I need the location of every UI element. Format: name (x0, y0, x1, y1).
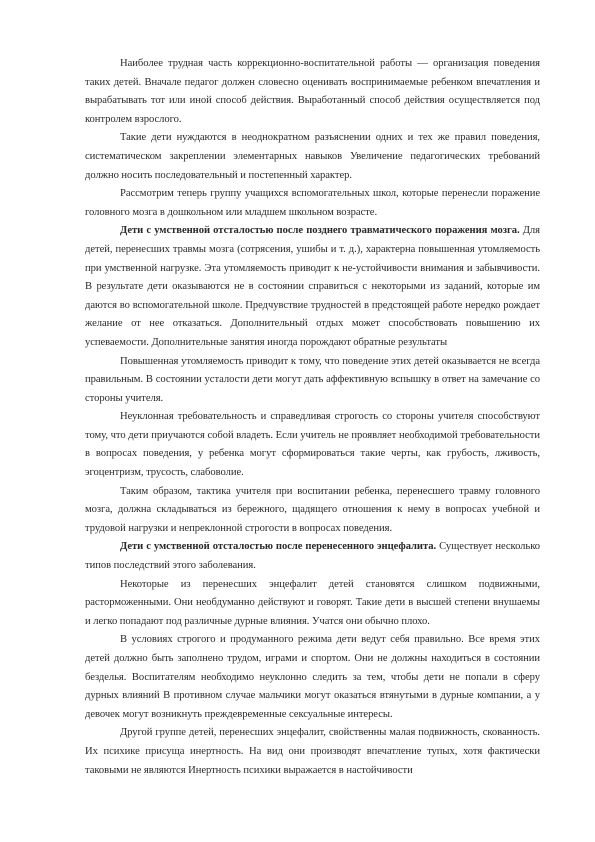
paragraph-3 (85, 185, 540, 222)
paragraph-text: Существует несколько типов последствий этого заболевания. (85, 541, 540, 572)
paragraph-11 (85, 724, 540, 780)
paragraph-2 (85, 129, 540, 185)
paragraph-text: В условиях строгого и продуманного режима дети ведут себя правильно. Все время этих детей должно быть заполнено трудом, играми и спортом. Они не должны находиться в состоянии безделья. Воспитателям необходимо неуклонно следить за тем, чтобы дети не попали в сферу дурных влияний В противном случае мальчики могут оказаться втянутыми в дурные компании, а у девочек могут возникнуть преждевременные сексуальные интересы. (85, 634, 540, 720)
paragraph-10 (85, 631, 540, 724)
paragraph-text: Другой группе детей, перенесших энцефалит, свойственны малая подвижность, скованность. Их психике присуща инертность. На вид они производят впечатление тупых, хотя фактически таковыми не являются Инертность психики выражается в настойчивости (85, 727, 540, 776)
paragraph-text: Неуклонная требовательность и справедливая строгость со стороны учителя способствуют тому, что дети приучаются собой владеть. Если учитель не проявляет необходимой требовательности в вопросах поведения, у ребенка могут сформироваться такие черты, как грубость, лживость, эгоцентризм, трусость, слабоволие. (85, 411, 540, 479)
paragraph-7 (85, 483, 540, 539)
paragraph-text: Повышенная утомляемость приводит к тому, что поведение этих детей оказывается не всегда правильным. В состоянии усталости дети могут дать аффективную вспышку в ответ на замечание со стороны учителя. (85, 355, 540, 404)
section-heading-trauma: Дети с умственной отсталостью после позднего травматического поражения мозга. (120, 225, 520, 237)
paragraph-4 (85, 222, 540, 352)
paragraph-text: Наиболее трудная часть коррекционно-воспитательной работы — организация поведения таких детей. Вначале педагог должен словесно оценивать воспринимаемые ребенком впечатления и вырабатывать тот или иной способ действия. Выработанный способ действия осуществляется под контролем взрослого. (85, 58, 540, 125)
paragraph-text: Некоторые из перенесших энцефалит детей становятся слишком подвижными, расторможенными. Они необдуманно действуют и говорят. Такие дети в высшей степени внушаемы и легко попадают под различные дурные влияния. Учатся они обычно плохо. (85, 578, 540, 627)
paragraph-1 (85, 55, 540, 129)
paragraph-text: Рассмотрим теперь группу учащихся вспомогательных школ, которые перенесли поражение головного мозга в дошкольном или младшем школьном возрасте. (85, 188, 540, 218)
paragraph-text: Для детей, перенесших травмы мозга (сотрясения, ушибы и т. д.), характерна повышенная утомляемость при умственной нагрузке. Эта утомляемость приводит к не-устойчивости внимания и забывчивости. В результате дети оказываются не в состоянии справиться с некоторыми из заданий, которые им даются во вспомогательной школе. Предчувствие трудностей в предстоящей работе нередко рождает желание от нее отказаться. Дополнительный отдых может способствовать повышению их успеваемости. Дополнительные занятия иногда порождают обратные результаты (85, 225, 540, 348)
paragraph-5 (85, 353, 540, 409)
section-heading-encephalitis: Дети с умственной отсталостью после перенесенного энцефалита. (120, 541, 437, 553)
paragraph-6 (85, 408, 540, 482)
paragraph-text: Таким образом, тактика учителя при воспитании ребенка, перенесшего травму головного мозга, должна складываться из бережного, щадящего отношения к нему в вопросах учебной и трудовой нагрузки и непреклонной строгости в вопросах поведения. (85, 485, 540, 534)
paragraph-text: Такие дети нуждаются в неоднократном разъяснении одних и тех же правил поведения, систематическом закреплении элементарных навыков Увеличение педагогических требований должно носить последовательный и постепенный характер. (85, 132, 540, 181)
paragraph-8 (85, 538, 540, 575)
paragraph-9 (85, 576, 540, 632)
